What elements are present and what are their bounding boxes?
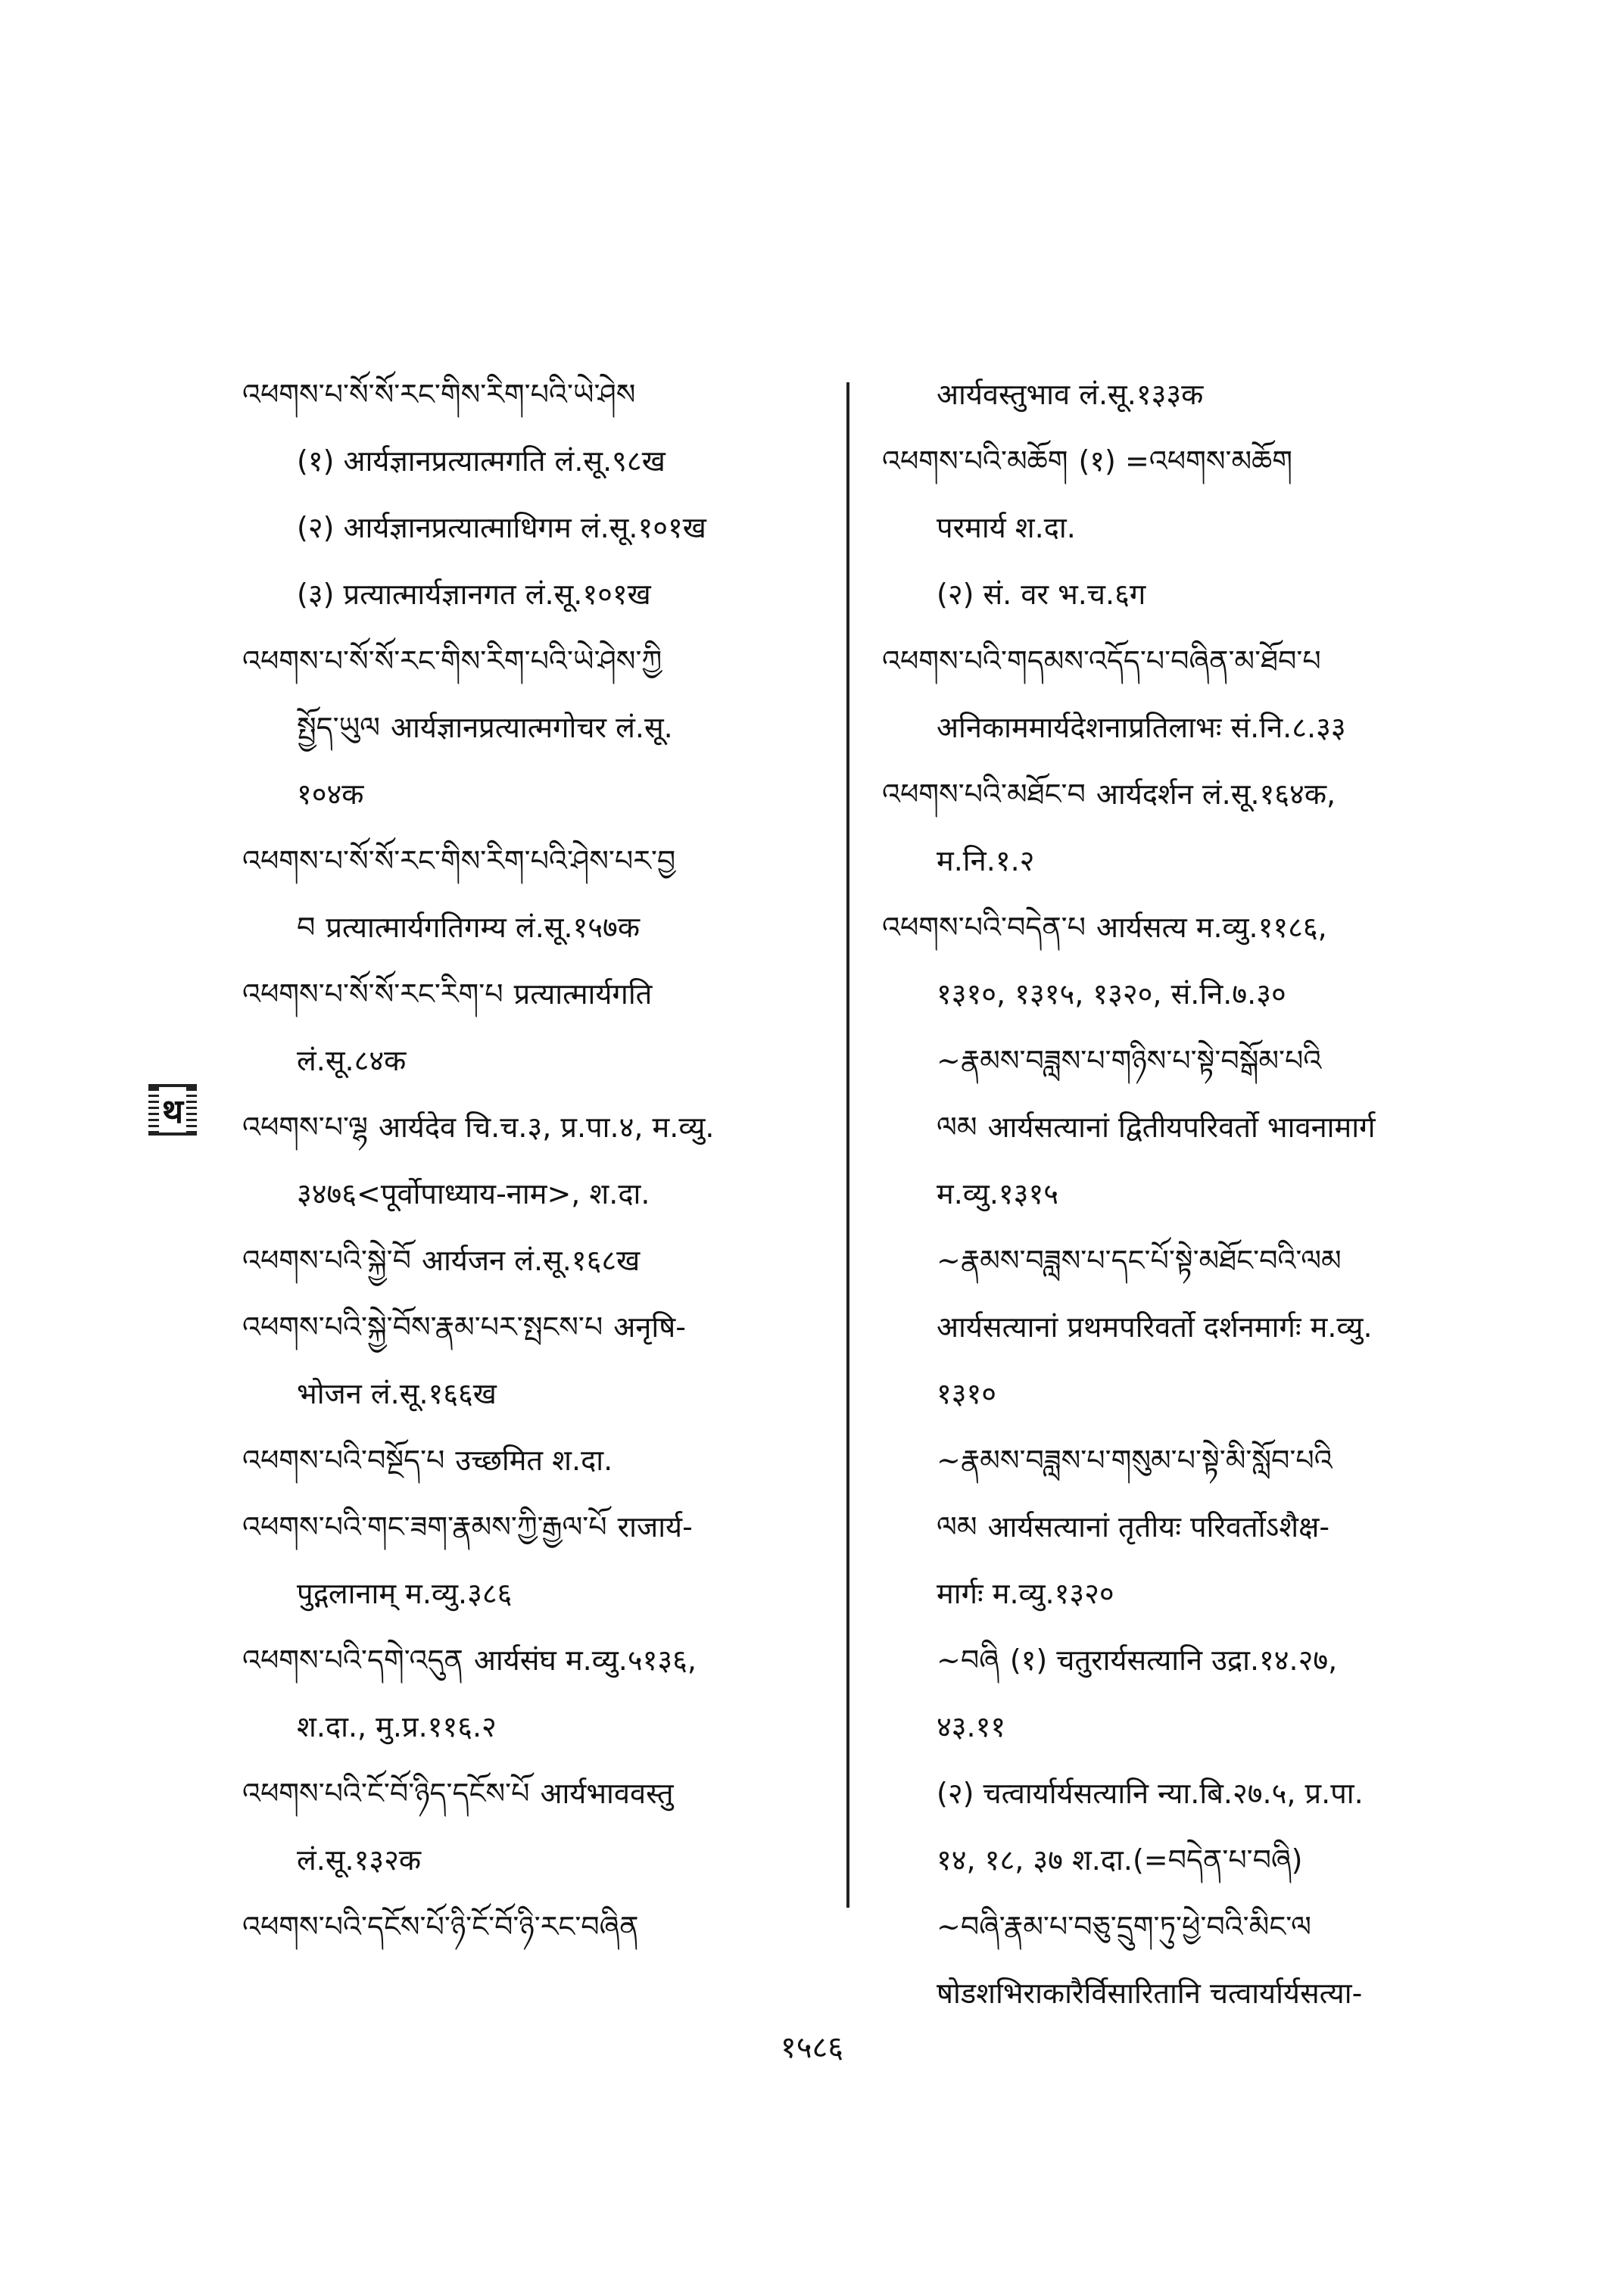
tibetan-term: ~རྣམས་བཟླས་པ་གཉིས་པ་སྟེ་བསྒོམ་པའི [937,1044,1322,1078]
tibetan-term: འཕགས་པའི་དགེ་འདུན [242,1643,463,1678]
page-number: १५८६ [780,2030,844,2065]
sanskrit-gloss: आर्यसत्यानां प्रथमपरिवर्तो दर्शनमार्गः म.व्यु. [937,1310,1373,1344]
entry-line [242,1628,840,1694]
entry-line [882,1628,1488,1694]
tibetan-term: ~རྣམས་བཟླས་པ་དང་པོ་སྟེ་མཐོང་བའི་ལམ [937,1244,1342,1278]
entry-line [242,895,840,961]
sanskrit-gloss: (३) प्रत्यात्मार्यज्ञानगत लं.सू.१०१ख [297,578,651,612]
tibetan-term: ལམ [937,1510,977,1544]
tibetan-term: འཕགས་པ་ལྷ [242,1111,368,1145]
entry-line [242,1494,840,1561]
entry-line [242,1894,840,1961]
entry-line [242,961,840,1028]
tibetan-term: ལམ [937,1111,977,1145]
left-column [242,362,840,1961]
tibetan-term: འཕགས་པ་སོ་སོ་རང་གིས་རིག་པའི་ཡེ་ཤེས [242,378,636,412]
entry-line [242,1095,840,1161]
sanskrit-gloss: १३१० [937,1377,997,1411]
sanskrit-gloss: आर्यसंघ म.व्यु.५१३६, [473,1643,697,1678]
entry-line [882,1961,1488,2027]
tibetan-term: འཕགས་པ་སོ་སོ་རང་གིས་རིག་པའི་ཤེས་པར་བྱ [242,844,676,878]
entry-line [242,828,840,895]
sanskrit-gloss: १०४क [297,777,364,812]
entry-line [242,1827,840,1894]
tibetan-term: འཕགས་པའི་བདེན་པ [882,911,1086,945]
entry-line [242,628,840,695]
entry-line [882,961,1488,1028]
sanskrit-gloss: मार्गः म.व्यु.१३२० [937,1577,1114,1611]
entry-line [242,1761,840,1827]
sanskrit-gloss: आर्यसत्यानां द्वितीयपरिवर्तो भावनामार्ग [987,1111,1376,1145]
entry-line [882,1694,1488,1761]
entry-line [882,1095,1488,1161]
sanskrit-gloss: (१) =འཕགས་མཆོག [1078,444,1292,478]
tibetan-term: བ [297,911,316,945]
sanskrit-gloss: अनिकाममार्यदेशनाप्रतिलाभः सं.नि.८.३३ [937,711,1346,745]
right-column [882,362,1488,2027]
sanskrit-gloss: आर्यज्ञानप्रत्यात्मगोचर लं.सू. [391,711,673,745]
tibetan-term: འཕགས་པའི་སྐྱེ་བོས་རྣམ་པར་སྤངས་པ [242,1310,603,1344]
tibetan-term: ~རྣམས་བཟླས་པ་གསུམ་པ་སྟེ་མི་སློབ་པའི [937,1444,1333,1478]
tibetan-term: འཕགས་པ་སོ་སོ་རང་གིས་རིག་པའི་ཡེ་ཤེས་ཀྱི [242,644,662,678]
entry-line [882,828,1488,895]
tibetan-term: འཕགས་པ་སོ་སོ་རང་རིག་པ [242,977,503,1011]
tibetan-term: འཕགས་པའི་ངོ་བོ་ཉིད་དངོས་པོ [242,1777,530,1811]
entry-line [882,762,1488,828]
tibetan-term: འཕགས་པའི་མཆོག [882,444,1068,478]
entry-line [882,1761,1488,1827]
sanskrit-gloss: १३१०, १३१५, १३२०, सं.नि.७.३० [937,977,1286,1011]
tibetan-term: འཕགས་པའི་སྐྱེ་བོ [242,1244,411,1278]
entry-line [242,762,840,828]
sanskrit-gloss: प्रत्यात्मार्यगतिगम्य लं.सू.१५७क [326,911,641,945]
entry-line [242,1428,840,1494]
sanskrit-gloss: म.व्यु.१३१५ [937,1177,1058,1211]
sanskrit-gloss: आर्यसत्य म.व्यु.११८६, [1096,911,1327,945]
tibetan-term: ~བཞི་རྣམ་པ་བཅུ་དྲུག་ཏུ་ཕྱེ་བའི་མིང་ལ [937,1910,1311,1944]
sanskrit-gloss: राजार्य- [617,1510,693,1544]
sanskrit-gloss: भोजन लं.सू.१६६ख [297,1377,497,1411]
entry-line [242,1294,840,1361]
sanskrit-gloss: (२) सं. वर भ.च.६ग [937,578,1146,612]
entry-line [882,895,1488,961]
entry-line [882,695,1488,762]
entry-line [882,628,1488,695]
sanskrit-gloss: (२) आर्यज्ञानप्रत्यात्माधिगम लं.सू.१०१ख [297,511,706,545]
sanskrit-gloss: (२) चत्वार्यार्यसत्यानि न्या.बि.२७.५, प्र.पा. [937,1777,1364,1811]
tibetan-term: སྤྱོད་ཡུལ [297,711,381,745]
entry-line [882,562,1488,628]
tibetan-term: འཕགས་པའི་གདམས་འདོད་པ་བཞིན་མ་ཐོབ་པ [882,644,1321,678]
entry-line [882,1894,1488,1961]
sanskrit-gloss: म.नि.१.२ [937,844,1035,878]
tibetan-term: ~བཞི [937,1643,999,1678]
entry-line [882,1361,1488,1428]
sanskrit-gloss: १४, १८, ३७ श.दा.(=བདེན་པ་བཞི) [937,1843,1303,1877]
sanskrit-gloss: षोडशभिराकारैर्विसारितानि चत्वार्यार्यसत्या- [937,1977,1363,2011]
sanskrit-gloss: श.दा., मु.प्र.११६.२ [297,1710,497,1744]
entry-line [882,1428,1488,1494]
entry-line [882,362,1488,428]
entry-line [242,1161,840,1228]
entry-line [882,1827,1488,1894]
entry-line [242,1561,840,1628]
sanskrit-gloss: आर्यभाववस्तु [540,1777,674,1811]
sanskrit-gloss: (१) आर्यज्ञानप्रत्यात्मगति लं.सू.९८ख [297,444,665,478]
entry-line [242,1694,840,1761]
tibetan-term: འཕགས་པའི་མཐོང་བ [882,777,1086,812]
tibetan-term: འཕགས་པའི་དངོས་པོ་ཉི་ངོ་བོ་ཉི་རང་བཞིན [242,1910,639,1944]
section-letter: थ [159,1087,186,1132]
sanskrit-gloss: ३४७६<पूर्वोपाध्याय-नाम>, श.दा. [297,1177,650,1211]
sanskrit-gloss: अनृषि- [613,1310,686,1344]
sanskrit-gloss: उच्छमित श.दा. [455,1444,613,1478]
entry-line [242,562,840,628]
entry-line [882,1294,1488,1361]
entry-line [882,1161,1488,1228]
entry-line [882,428,1488,495]
entry-line [242,695,840,762]
sanskrit-gloss: पुद्गलानाम् म.व्यु.३८६ [297,1577,513,1611]
entry-line [882,1561,1488,1628]
sanskrit-gloss: आर्यजन लं.सू.१६८ख [421,1244,641,1278]
sanskrit-gloss: आर्यवस्तुभाव लं.सू.१३३क [937,378,1204,412]
entry-line [242,362,840,428]
entry-line [242,495,840,562]
sanskrit-gloss: आर्यसत्यानां तृतीयः परिवर्तोऽशैक्ष- [987,1510,1330,1544]
entry-line [242,1228,840,1294]
sanskrit-gloss: लं.सू.८४क [297,1044,407,1078]
entry-line [882,1028,1488,1095]
entry-line [242,1361,840,1428]
sanskrit-gloss: प्रत्यात्मार्यगति [513,977,653,1011]
sanskrit-gloss: आर्यदेव चि.च.३, प्र.पा.४, म.व्यु. [378,1111,715,1145]
sanskrit-gloss: ४३.११ [937,1710,1006,1744]
section-letter-mark [148,1084,197,1136]
entry-line [882,1228,1488,1294]
sanskrit-gloss: लं.सू.१३२क [297,1843,422,1877]
entry-line [882,495,1488,562]
entry-line [882,1494,1488,1561]
sanskrit-gloss: (१) चतुरार्यसत्यानि उद्रा.१४.२७, [1009,1643,1338,1678]
sanskrit-gloss: परमार्य श.दा. [937,511,1076,545]
entry-line [242,1028,840,1095]
tibetan-term: འཕགས་པའི་གང་ཟག་རྣམས་ཀྱི་རྒྱལ་པོ [242,1510,607,1544]
column-divider [846,382,849,1908]
sanskrit-gloss: आर्यदर्शन लं.सू.१६४क, [1096,777,1336,812]
tibetan-term: འཕགས་པའི་བསྔོད་པ [242,1444,445,1478]
entry-line [242,428,840,495]
